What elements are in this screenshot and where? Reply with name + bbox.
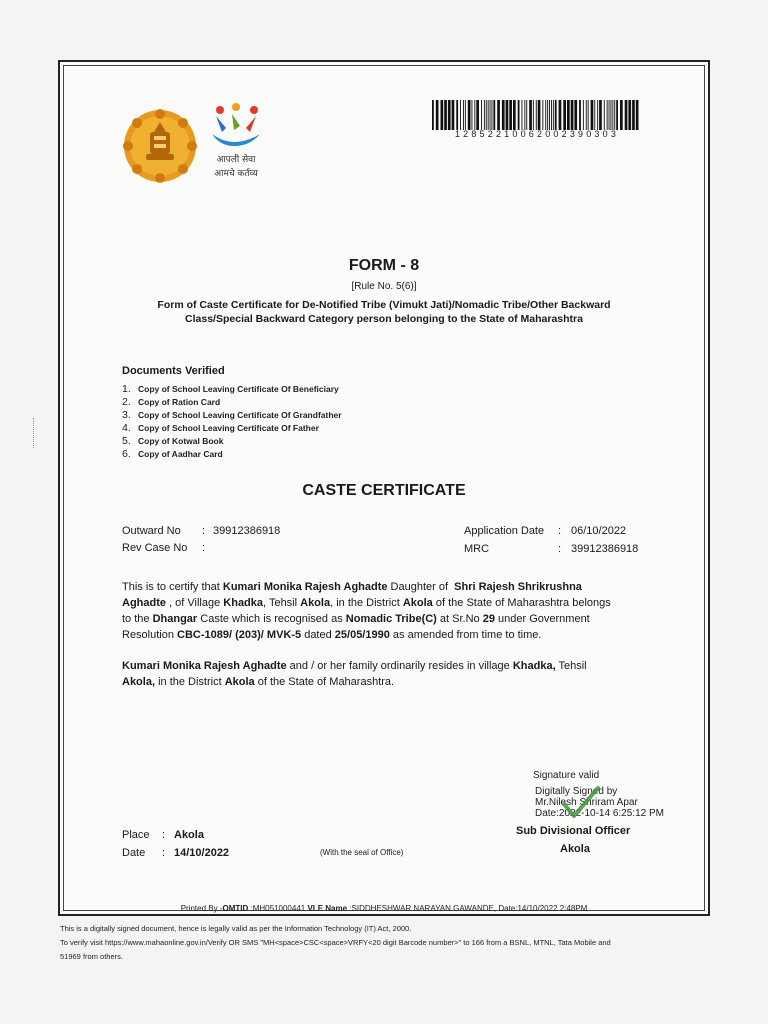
form-title: FORM - 8	[348, 257, 420, 274]
outward-value: 39912386918	[213, 525, 281, 537]
barcode-bar	[432, 100, 434, 130]
document-item	[122, 383, 342, 396]
barcode-bar	[632, 100, 635, 130]
place-label: Place	[122, 829, 150, 841]
barcode-bar	[597, 100, 598, 130]
father-name-part1: Shri Rajesh Shrikrushna	[454, 581, 582, 593]
district-name: Akola	[402, 597, 433, 609]
document-number: 1.	[122, 383, 131, 395]
signature-date: Date:2022-10-14 6:25:12 PM	[535, 808, 664, 819]
barcode-bar	[607, 100, 608, 130]
application-date-label: Application Date	[464, 525, 545, 537]
barcode-bar	[513, 100, 516, 130]
document-number: 4.	[122, 422, 131, 434]
signature-valid: Signature valid	[533, 770, 600, 781]
barcode-bar	[551, 100, 552, 130]
date-colon: :	[162, 847, 166, 859]
barcode-bar	[509, 100, 512, 130]
barcode-bar	[588, 100, 589, 130]
logo-caption-line1: आपली सेवा	[216, 155, 256, 165]
barcode-bar	[545, 100, 546, 130]
officer-office: Akola	[560, 843, 590, 855]
barcode-bar	[612, 100, 613, 130]
barcode-bar	[594, 100, 595, 130]
barcode-icon	[432, 100, 642, 130]
tehsil-name: Akola	[300, 597, 331, 609]
application-date-value: 06/10/2022	[571, 525, 627, 537]
signed-by-line: Digitally Signed by	[535, 786, 618, 797]
barcode-number: 12852210062002390303	[454, 129, 620, 139]
document-number: 2.	[122, 396, 131, 408]
caste-name: Dhangar	[152, 613, 198, 625]
barcode-bar	[542, 100, 543, 130]
document-item	[122, 422, 342, 435]
document-label: Copy of School Leaving Certificate Of Father	[138, 423, 319, 433]
barcode-bar	[583, 100, 584, 130]
barcode-bar	[553, 100, 554, 130]
signature-check-icon	[560, 784, 600, 820]
resident-tehsil: Akola,	[122, 676, 156, 688]
application-date-colon: :	[558, 525, 562, 537]
document-label: Copy of Kotwal Book	[138, 436, 224, 446]
barcode-bar	[522, 100, 523, 130]
resolution-date: 25/05/1990	[334, 629, 390, 641]
document-label: Copy of School Leaving Certificate Of Grandfather	[138, 410, 342, 420]
document-number: 6.	[122, 448, 131, 460]
barcode-bar	[463, 100, 464, 130]
barcode-bar	[497, 100, 500, 130]
barcode-bar	[533, 100, 534, 130]
resolution-number: CBC-1089/ (203)/ MVK-5	[177, 629, 302, 641]
caste-certificate-title: CASTE CERTIFICATE	[302, 482, 466, 499]
maharashtra-seal-icon	[120, 106, 200, 186]
document-number: 3.	[122, 409, 131, 421]
barcode-bar	[625, 100, 628, 130]
barcode-bar	[620, 100, 623, 130]
barcode-bar	[547, 100, 548, 130]
place-value: Akola	[174, 829, 204, 841]
barcode-bar	[502, 100, 505, 130]
outward-colon: :	[202, 525, 206, 537]
barcode-bar	[628, 100, 631, 130]
resident-name: Kumari Monika Rajesh Aghadte	[122, 660, 287, 672]
barcode-bar	[444, 100, 447, 130]
certify-paragraph: This is to certify that Kumari Monika Rajesh Aghadte Daughter of Shri Rajesh Shrikrushna Aghadte , of Village Khadka, Tehsil Akola, in the District Akola of the State of Maharashtra belongs to the Dhangar Caste which is recognised as Nomadic Tribe(C) at Sr.No 29 under Government Resolution CBC-1089/ (203)/ MVK-5 dated 25/05/1990 as amended from time to time.	[122, 581, 611, 641]
barcode-bar	[524, 100, 525, 130]
barcode-bar	[563, 100, 566, 130]
mrc-value: 39912386918	[571, 543, 639, 555]
outward-label: Outward No	[122, 525, 181, 537]
rev-case-colon: :	[202, 542, 206, 554]
barcode-bar	[529, 100, 532, 130]
form-rule: [Rule No. 5(6)]	[351, 281, 417, 292]
barcode-bar	[591, 100, 594, 130]
barcode-bar	[490, 100, 491, 130]
margin-mark	[33, 418, 36, 448]
document-label: Copy of School Leaving Certificate Of Beneficiary	[138, 384, 339, 394]
barcode-bar	[448, 100, 451, 130]
signer-name: Mr.Nilesh Shriram Apar	[535, 797, 638, 808]
barcode-bar	[452, 100, 455, 130]
barcode-bar	[614, 100, 615, 130]
footer-line1: This is a digitally signed document, hence is legally valid as per the Information Technology (IT) Act, 2000.	[60, 924, 412, 933]
barcode-bar	[488, 100, 489, 130]
barcode-bar	[586, 100, 587, 130]
logo-caption-line2: आमचे कर्तव्य	[214, 169, 258, 179]
document-item	[122, 448, 342, 461]
barcode-bar	[441, 100, 444, 130]
barcode-bar	[567, 100, 570, 130]
barcode-bar	[436, 100, 439, 130]
barcode-bar	[526, 100, 527, 130]
barcode-bar	[465, 100, 466, 130]
document-label: Copy of Ration Card	[138, 397, 221, 407]
documents-list	[122, 383, 342, 461]
village-name: Khadka	[223, 597, 264, 609]
footer-line3: 51969 from others.	[60, 952, 123, 961]
date-label: Date	[122, 847, 146, 859]
barcode-bar	[616, 100, 618, 130]
barcode-bar	[456, 100, 458, 130]
father-name-part2: Aghadte	[122, 597, 166, 609]
barcode-bar	[492, 100, 493, 130]
barcode-bar	[636, 100, 639, 130]
barcode-bar	[474, 100, 475, 130]
printed-by-line: Printed By -OMTID :MH051000441 VLE Name :SIDDHESHWAR NARAYAN GAWANDE, Date:14/10/2022 2:48PM	[180, 904, 588, 913]
barcode-bar	[555, 100, 557, 130]
barcode-bar	[574, 100, 577, 130]
barcode-bar	[506, 100, 509, 130]
barcode-bar	[571, 100, 574, 130]
beneficiary-name: Kumari Monika Rajesh Aghadte	[222, 581, 388, 593]
resident-village: Khadka,	[512, 660, 556, 672]
barcode-bar	[549, 100, 550, 130]
category-name: Nomadic Tribe(C)	[345, 613, 437, 625]
document-number: 5.	[122, 435, 131, 447]
document-item	[122, 409, 342, 422]
barcode-bar	[559, 100, 562, 130]
date-value: 14/10/2022	[174, 847, 230, 859]
form-subtitle-line2: Class/Special Backward Category person belonging to the State of Maharashtra	[185, 313, 583, 325]
officer-title: Sub Divisional Officer	[516, 825, 631, 837]
serial-number: 29	[482, 613, 495, 625]
barcode-bar	[481, 100, 482, 130]
document-item	[122, 396, 342, 409]
barcode-bar	[476, 100, 479, 130]
footer-line2: To verify visit https://www.mahaonline.gov.in/Verify OR SMS "MH<space>CSC<space>VRFY<20 digit Barcode number>" to 166 from a BSNL, MTNL, Tata Mobile and	[60, 938, 611, 947]
service-hand-icon	[206, 102, 266, 150]
barcode-bar	[486, 100, 487, 130]
barcode-bar	[609, 100, 610, 130]
barcode-bar	[472, 100, 473, 130]
document-item	[122, 435, 342, 448]
document-label: Copy of Aadhar Card	[138, 449, 223, 459]
barcode-bar	[460, 100, 461, 130]
barcode-bar	[611, 100, 612, 130]
barcode-bar	[604, 100, 605, 130]
documents-heading: Documents Verified	[122, 365, 225, 377]
barcode-bar	[599, 100, 602, 130]
form-subtitle	[120, 298, 648, 326]
barcode-bar	[538, 100, 541, 130]
barcode-bar	[518, 100, 520, 130]
barcode-bar	[468, 100, 471, 130]
barcode-bar	[536, 100, 537, 130]
mrc-colon: :	[558, 543, 562, 555]
aapli-seva-logo	[206, 102, 266, 184]
place-colon: :	[162, 829, 166, 841]
barcode-bar	[484, 100, 485, 130]
barcode-bar	[493, 100, 495, 130]
seal-note: (With the seal of Office)	[320, 848, 404, 857]
mrc-label: MRC	[464, 543, 490, 555]
barcode-bar	[579, 100, 581, 130]
form-subtitle-line1: Form of Caste Certificate for De-Notified Tribe (Vimukt Jati)/Nomadic Tribe/Other Backward	[157, 299, 611, 311]
rev-case-label: Rev Case No	[122, 542, 188, 554]
residence-paragraph: Kumari Monika Rajesh Aghadte and / or her family ordinarily resides in village Khadka, Tehsil Akola, in the District Akola of the State of Maharashtra.	[122, 660, 587, 688]
resident-district: Akola	[224, 676, 255, 688]
